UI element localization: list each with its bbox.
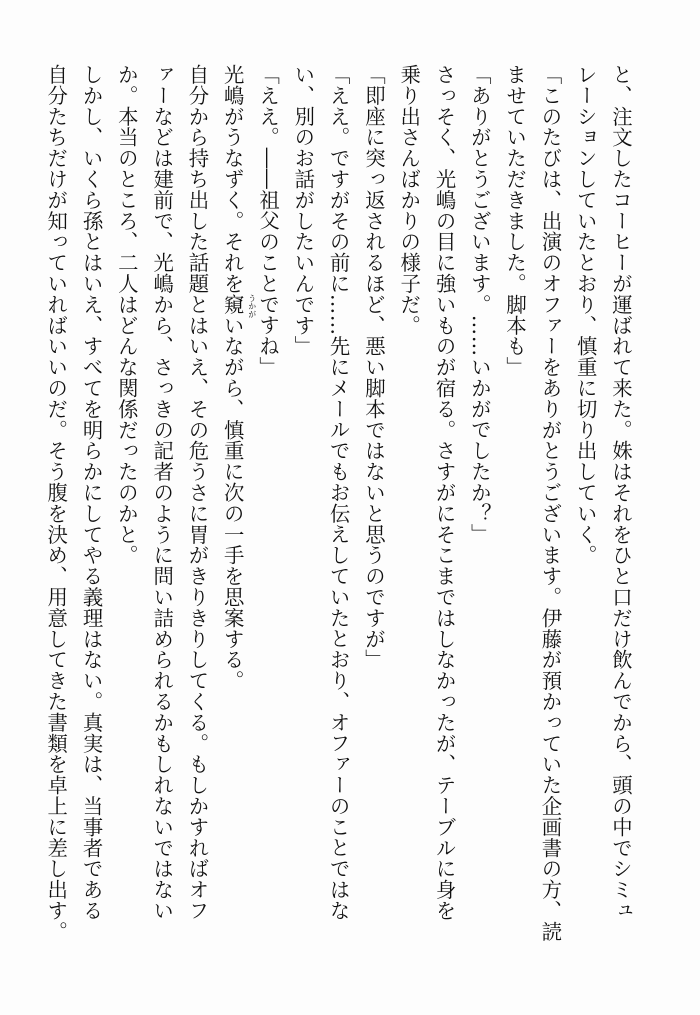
text-line: 自分から持ち出した話題とはいえ、その危うさに胃がきりきりしてくる。もしかすればオフ bbox=[185, 64, 210, 921]
text-line: 「このたびは、出演のオファーをありがとうございます。伊藤が預かっていた企画書の方、読 bbox=[538, 64, 563, 942]
text-line: 「即座に突っ返されるほど、悪い脚本ではないと思うのですが」 bbox=[361, 64, 386, 671]
text-line: 乗り出さんばかりの様子だ。 bbox=[397, 64, 422, 336]
text-line: ませていただきました。脚本も」 bbox=[503, 64, 528, 378]
ruby-line-after: いながら、慎重に次の一手を思案する。 bbox=[220, 314, 245, 692]
ruby-base: 窺 bbox=[220, 293, 245, 315]
text-line: 自分たちだけが知っていればいいのだ。そう腹を決め、用意してきた書類を卓上に差し出す。 bbox=[44, 64, 69, 942]
text-line: ァーなどは建前で、光嶋から、さっきの記者のように問い詰められるかもしれないではない bbox=[150, 64, 175, 921]
text-line: レーションしていたとおり、慎重に切り出していく。 bbox=[573, 64, 598, 566]
text-line-with-ruby bbox=[214, 64, 257, 984]
text-line: か。本当のところ、二人はどんな関係だったのかと。 bbox=[114, 64, 139, 566]
ruby-word bbox=[220, 293, 257, 318]
text-line: さっそく、光嶋の目に強いものが宿る。さすがにそこまではしなかったが、テーブルに身を bbox=[432, 64, 457, 921]
text-line: 「ありがとうございます。……いかがでしたか？」 bbox=[467, 64, 492, 545]
text-line: 「ええ。――祖父のことですね」 bbox=[256, 64, 281, 378]
vertical-text-body bbox=[44, 64, 638, 984]
text-line: 「ええ。ですがその前に……先にメールでもお伝えしていたとおり、オファーのことではな bbox=[326, 64, 351, 921]
text-line: と、注文したコーヒーが運ばれて来た。姝はそれをひと口だけ飲んでから、頭の中でシミュ bbox=[609, 64, 633, 921]
furigana: うかが bbox=[247, 293, 257, 318]
text-line: い、別のお話がしたいんです」 bbox=[291, 64, 316, 357]
ruby-line-before: 光嶋がうなずく。それを bbox=[220, 64, 245, 294]
text-line: しかし、いくら孫とはいえ、すべてを明らかにしてやる義理はない。真実は、当事者である bbox=[79, 64, 104, 921]
